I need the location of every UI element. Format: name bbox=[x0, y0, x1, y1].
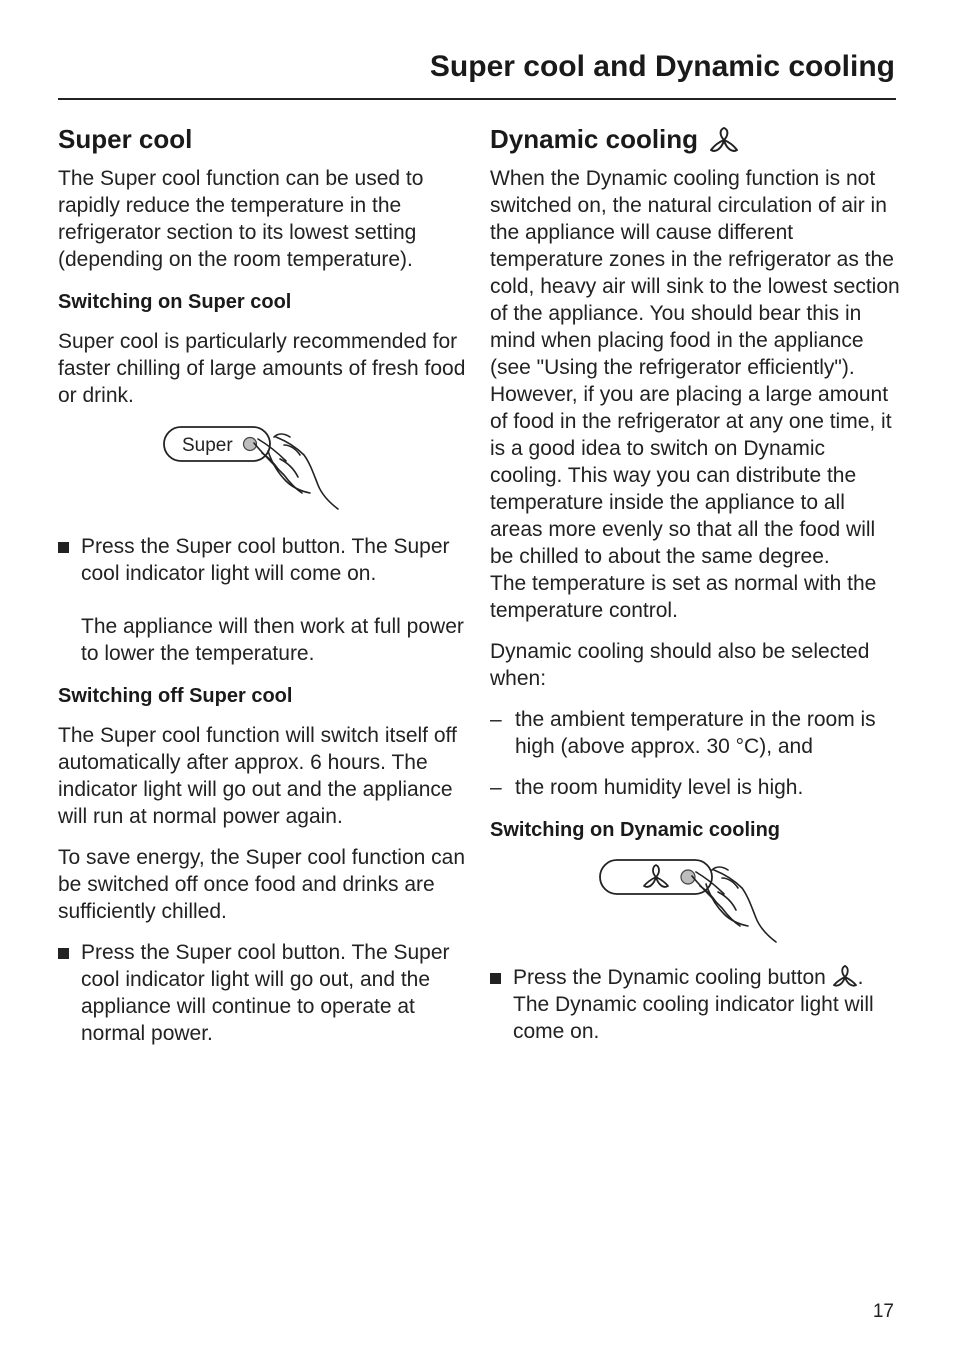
switch-on-instruction bbox=[58, 533, 468, 667]
super-cool-intro: The Super cool function can be used to rapidly reduce the temperature in the refrigerator section to its lowest setting (depending on the room temperature). bbox=[58, 167, 424, 271]
switching-off-text-2: To save energy, the Super cool function can be switched off once food and drinks are sufficiently chilled. bbox=[58, 846, 466, 923]
condition-text: the ambient temperature in the room is high (above approx. 30 °C), and bbox=[515, 708, 876, 758]
condition-text: the room humidity level is high. bbox=[515, 776, 804, 799]
switching-on-dynamic-cooling-heading: Switching on Dynamic cooling bbox=[490, 819, 781, 841]
condition-item bbox=[490, 706, 900, 760]
dynamic-cooling-instruction bbox=[490, 964, 900, 1045]
switch-off-bullet-text: Press the Super cool button. The Super cool indicator light will go out, and the appliance will continue to operate at normal power. bbox=[81, 941, 450, 1045]
switching-on-super-cool-text: Super cool is particularly recommended for faster chilling of large amounts of fresh food or drink. bbox=[58, 330, 466, 407]
page-title: Super cool and Dynamic cooling bbox=[429, 50, 895, 83]
pressing-hand-icon bbox=[254, 434, 338, 509]
switch-off-instruction bbox=[58, 939, 468, 1047]
dynamic-cooling-intro: When the Dynamic cooling function is not switched on, the natural circulation of air in the appliance will cause different temperature zones in the refrigerator as the cold, heavy air will sink to the lowest section of the appliance. You should bear this in mind when placing food in the appliance (see "Using the refrigerator efficiently"). However, if you are placing a large amount of food in the refrigerator at any one time, it is a good idea to switch on Dynamic cooling. This way you can distribute the temperature inside the appliance to all areas more evenly so that all the food will be chilled to about the same degree. bbox=[490, 167, 900, 568]
bullet-marker bbox=[58, 948, 69, 959]
bullet-marker bbox=[58, 542, 69, 553]
super-button-label: Super bbox=[182, 435, 233, 456]
dynamic-cooling-column bbox=[490, 120, 900, 1059]
dynamic-cooling-heading: Dynamic cooling bbox=[490, 124, 900, 155]
fan-icon bbox=[832, 965, 858, 987]
dash-marker: – bbox=[490, 776, 502, 799]
condition-item bbox=[490, 774, 900, 801]
fan-icon bbox=[708, 126, 740, 154]
dash-marker: – bbox=[490, 708, 502, 731]
switching-on-super-cool-heading: Switching on Super cool bbox=[58, 291, 292, 313]
dynamic-cooling-button-illustration bbox=[586, 856, 886, 946]
super-cool-heading: Super cool bbox=[58, 124, 193, 154]
dynamic-cooling-also-text: Dynamic cooling should also be selected when: bbox=[490, 640, 870, 690]
header-rule bbox=[58, 98, 896, 100]
switching-off-super-cool-heading: Switching off Super cool bbox=[58, 685, 293, 707]
page-number: 17 bbox=[872, 1301, 894, 1322]
bullet-marker bbox=[490, 973, 501, 984]
switch-on-result-text: The appliance will then work at full power to lower the temperature. bbox=[81, 615, 464, 665]
switching-off-text-1: The Super cool function will switch itself off automatically after approx. 6 hours. The indicator light will go out and the appliance will run at normal power again. bbox=[58, 724, 457, 828]
dynamic-cooling-temperature-note: The temperature is set as normal with the temperature control. bbox=[490, 572, 877, 622]
super-cool-column bbox=[58, 120, 468, 1061]
switch-on-bullet-text: Press the Super cool button. The Super cool indicator light will come on. bbox=[81, 535, 450, 585]
pressing-hand-icon bbox=[692, 867, 776, 942]
dynamic-cooling-bullet-text: Press the Dynamic cooling button . The Dynamic cooling indicator light will come on. bbox=[513, 966, 874, 1043]
super-button-illustration bbox=[150, 423, 450, 513]
